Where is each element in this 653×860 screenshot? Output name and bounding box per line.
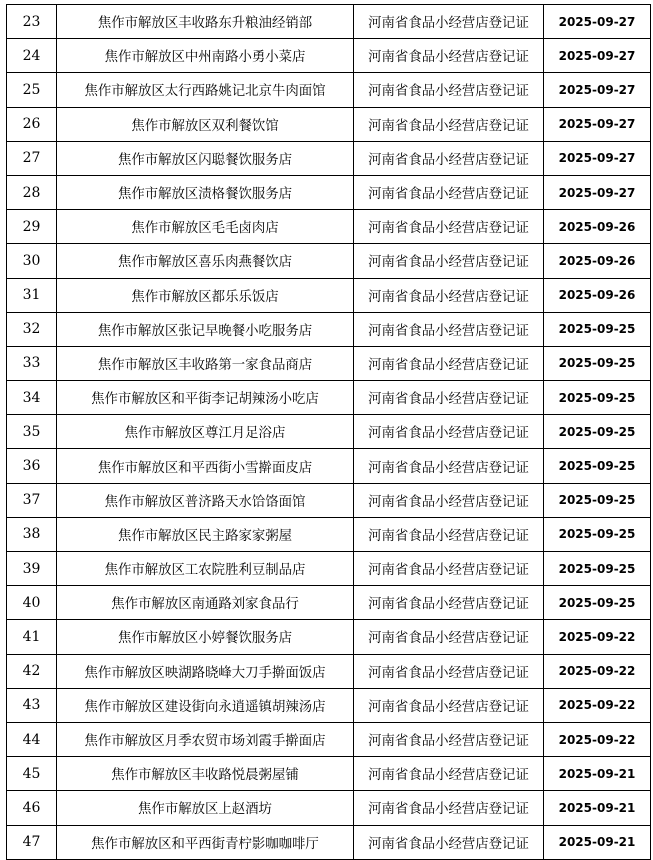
license-type: 河南省食品小经营店登记证 <box>354 381 544 415</box>
issue-date: 2025-09-27 <box>544 141 651 175</box>
row-number: 31 <box>7 278 57 312</box>
row-number: 44 <box>7 722 57 756</box>
issue-date: 2025-09-26 <box>544 244 651 278</box>
license-type: 河南省食品小经营店登记证 <box>354 73 544 107</box>
issue-date: 2025-09-27 <box>544 107 651 141</box>
business-name: 焦作市解放区南通路刘家食品行 <box>57 586 354 620</box>
table-row <box>7 517 651 551</box>
table-row <box>7 244 651 278</box>
table-row <box>7 39 651 73</box>
row-number: 46 <box>7 791 57 825</box>
license-type: 河南省食品小经营店登记证 <box>354 107 544 141</box>
row-number: 25 <box>7 73 57 107</box>
row-number: 24 <box>7 39 57 73</box>
registration-table <box>6 4 651 860</box>
business-name: 焦作市解放区中州南路小勇小菜店 <box>57 39 354 73</box>
table-row <box>7 175 651 209</box>
license-type: 河南省食品小经营店登记证 <box>354 757 544 791</box>
license-type: 河南省食品小经营店登记证 <box>354 312 544 346</box>
license-type: 河南省食品小经营店登记证 <box>354 688 544 722</box>
row-number: 32 <box>7 312 57 346</box>
row-number: 28 <box>7 175 57 209</box>
row-number: 26 <box>7 107 57 141</box>
business-name: 焦作市解放区渍格餐饮服务店 <box>57 175 354 209</box>
row-number: 37 <box>7 483 57 517</box>
business-name: 焦作市解放区映湖路晓峰大刀手擀面饭店 <box>57 654 354 688</box>
business-name: 焦作市解放区张记早晚餐小吃服务店 <box>57 312 354 346</box>
issue-date: 2025-09-27 <box>544 39 651 73</box>
license-type: 河南省食品小经营店登记证 <box>354 210 544 244</box>
business-name: 焦作市解放区尊江月足浴店 <box>57 415 354 449</box>
business-name: 焦作市解放区普济路天水饸饹面馆 <box>57 483 354 517</box>
table-row <box>7 688 651 722</box>
business-name: 焦作市解放区民主路家家粥屋 <box>57 517 354 551</box>
license-type: 河南省食品小经营店登记证 <box>354 517 544 551</box>
table-row <box>7 722 651 756</box>
issue-date: 2025-09-25 <box>544 483 651 517</box>
row-number: 36 <box>7 449 57 483</box>
license-type: 河南省食品小经营店登记证 <box>354 175 544 209</box>
row-number: 47 <box>7 825 57 859</box>
license-type: 河南省食品小经营店登记证 <box>354 415 544 449</box>
business-name: 焦作市解放区月季农贸市场刘霞手擀面店 <box>57 722 354 756</box>
issue-date: 2025-09-25 <box>544 346 651 380</box>
license-type: 河南省食品小经营店登记证 <box>354 552 544 586</box>
table-row <box>7 620 651 654</box>
issue-date: 2025-09-27 <box>544 175 651 209</box>
business-name: 焦作市解放区丰收路东升粮油经销部 <box>57 5 354 39</box>
row-number: 30 <box>7 244 57 278</box>
business-name: 焦作市解放区建设街向永逍遥镇胡辣汤店 <box>57 688 354 722</box>
row-number: 23 <box>7 5 57 39</box>
table-row <box>7 449 651 483</box>
issue-date: 2025-09-25 <box>544 381 651 415</box>
issue-date: 2025-09-22 <box>544 654 651 688</box>
issue-date: 2025-09-25 <box>544 415 651 449</box>
table-row <box>7 73 651 107</box>
issue-date: 2025-09-26 <box>544 278 651 312</box>
business-name: 焦作市解放区上赵酒坊 <box>57 791 354 825</box>
business-name: 焦作市解放区都乐乐饭店 <box>57 278 354 312</box>
table-row <box>7 5 651 39</box>
table-row <box>7 312 651 346</box>
license-type: 河南省食品小经营店登记证 <box>354 722 544 756</box>
business-name: 焦作市解放区工农院胜利豆制品店 <box>57 552 354 586</box>
business-name: 焦作市解放区小婷餐饮服务店 <box>57 620 354 654</box>
license-type: 河南省食品小经营店登记证 <box>354 483 544 517</box>
issue-date: 2025-09-22 <box>544 722 651 756</box>
issue-date: 2025-09-25 <box>544 449 651 483</box>
business-name: 焦作市解放区和平西街小雪擀面皮店 <box>57 449 354 483</box>
table-row <box>7 791 651 825</box>
issue-date: 2025-09-25 <box>544 517 651 551</box>
license-type: 河南省食品小经营店登记证 <box>354 141 544 175</box>
license-type: 河南省食品小经营店登记证 <box>354 449 544 483</box>
row-number: 29 <box>7 210 57 244</box>
row-number: 38 <box>7 517 57 551</box>
table-row <box>7 346 651 380</box>
table-row <box>7 552 651 586</box>
license-type: 河南省食品小经营店登记证 <box>354 620 544 654</box>
table-body <box>7 5 651 860</box>
table-row <box>7 381 651 415</box>
license-type: 河南省食品小经营店登记证 <box>354 346 544 380</box>
row-number: 35 <box>7 415 57 449</box>
license-type: 河南省食品小经营店登记证 <box>354 5 544 39</box>
issue-date: 2025-09-25 <box>544 552 651 586</box>
issue-date: 2025-09-22 <box>544 620 651 654</box>
row-number: 40 <box>7 586 57 620</box>
table-row <box>7 586 651 620</box>
table-row <box>7 107 651 141</box>
issue-date: 2025-09-25 <box>544 586 651 620</box>
license-type: 河南省食品小经营店登记证 <box>354 278 544 312</box>
issue-date: 2025-09-21 <box>544 757 651 791</box>
business-name: 焦作市解放区丰收路第一家食品商店 <box>57 346 354 380</box>
issue-date: 2025-09-21 <box>544 791 651 825</box>
business-name: 焦作市解放区毛毛卤肉店 <box>57 210 354 244</box>
row-number: 33 <box>7 346 57 380</box>
business-name: 焦作市解放区闪聪餐饮服务店 <box>57 141 354 175</box>
table-row <box>7 141 651 175</box>
license-type: 河南省食品小经营店登记证 <box>354 654 544 688</box>
issue-date: 2025-09-21 <box>544 825 651 859</box>
registration-list <box>6 4 650 860</box>
row-number: 34 <box>7 381 57 415</box>
license-type: 河南省食品小经营店登记证 <box>354 39 544 73</box>
business-name: 焦作市解放区喜乐肉燕餐饮店 <box>57 244 354 278</box>
table-row <box>7 210 651 244</box>
business-name: 焦作市解放区双利餐饮馆 <box>57 107 354 141</box>
issue-date: 2025-09-27 <box>544 73 651 107</box>
table-row <box>7 654 651 688</box>
license-type: 河南省食品小经营店登记证 <box>354 825 544 859</box>
business-name: 焦作市解放区和平西街青柠影咖咖啡厅 <box>57 825 354 859</box>
license-type: 河南省食品小经营店登记证 <box>354 791 544 825</box>
issue-date: 2025-09-26 <box>544 210 651 244</box>
business-name: 焦作市解放区丰收路悦晨粥屋铺 <box>57 757 354 791</box>
table-row <box>7 757 651 791</box>
table-row <box>7 415 651 449</box>
business-name: 焦作市解放区和平街李记胡辣汤小吃店 <box>57 381 354 415</box>
row-number: 41 <box>7 620 57 654</box>
license-type: 河南省食品小经营店登记证 <box>354 244 544 278</box>
row-number: 43 <box>7 688 57 722</box>
issue-date: 2025-09-25 <box>544 312 651 346</box>
business-name: 焦作市解放区太行西路姚记北京牛肉面馆 <box>57 73 354 107</box>
row-number: 27 <box>7 141 57 175</box>
row-number: 42 <box>7 654 57 688</box>
row-number: 45 <box>7 757 57 791</box>
table-row <box>7 825 651 859</box>
issue-date: 2025-09-22 <box>544 688 651 722</box>
row-number: 39 <box>7 552 57 586</box>
license-type: 河南省食品小经营店登记证 <box>354 586 544 620</box>
issue-date: 2025-09-27 <box>544 5 651 39</box>
table-row <box>7 278 651 312</box>
table-row <box>7 483 651 517</box>
